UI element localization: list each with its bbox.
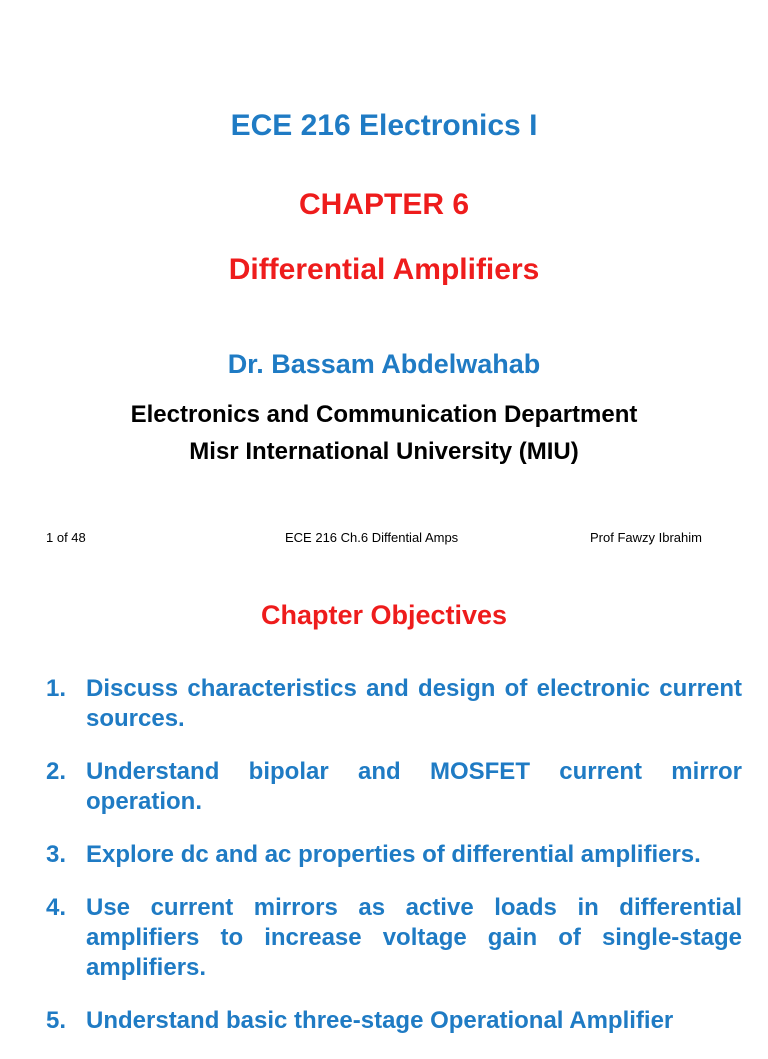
slide-footer <box>0 528 768 548</box>
item-number: 5. <box>46 1007 67 1034</box>
chapter-title: Differential Amplifiers <box>228 253 540 286</box>
footer-course-label: ECE 216 Ch.6 Diffential Amps <box>285 530 459 545</box>
item-text: Understand bipolar and MOSFET current mirror operation. <box>86 758 742 815</box>
department-name: Electronics and Communication Department <box>130 401 638 428</box>
item-number: 2. <box>46 758 67 785</box>
item-text: Understand basic three-stage Operational Amplifier <box>86 1007 674 1034</box>
list-item <box>46 840 742 870</box>
item-number: 3. <box>46 841 67 868</box>
page-number: 1 of 48 <box>46 530 86 545</box>
list-item <box>46 674 742 734</box>
list-item <box>46 757 742 817</box>
list-item <box>46 893 742 983</box>
item-number: 1. <box>46 675 67 702</box>
item-text: Use current mirrors as active loads in differential amplifiers to increase voltage gain of single-stage amplifiers. <box>86 894 742 981</box>
footer-author: Prof Fawzy Ibrahim <box>590 530 702 545</box>
course-title: ECE 216 Electronics I <box>230 109 538 142</box>
objectives-title: Chapter Objectives <box>260 600 508 630</box>
chapter-number: CHAPTER 6 <box>298 188 470 221</box>
item-text: Discuss characteristics and design of electronic current sources. <box>86 675 742 732</box>
author-name: Dr. Bassam Abdelwahab <box>227 349 541 379</box>
objectives-list <box>46 674 742 1059</box>
university-name: Misr International University (MIU) <box>189 438 579 465</box>
item-text: Explore dc and ac properties of differential amplifiers. <box>86 841 701 868</box>
list-item <box>46 1006 742 1036</box>
item-number: 4. <box>46 894 67 921</box>
